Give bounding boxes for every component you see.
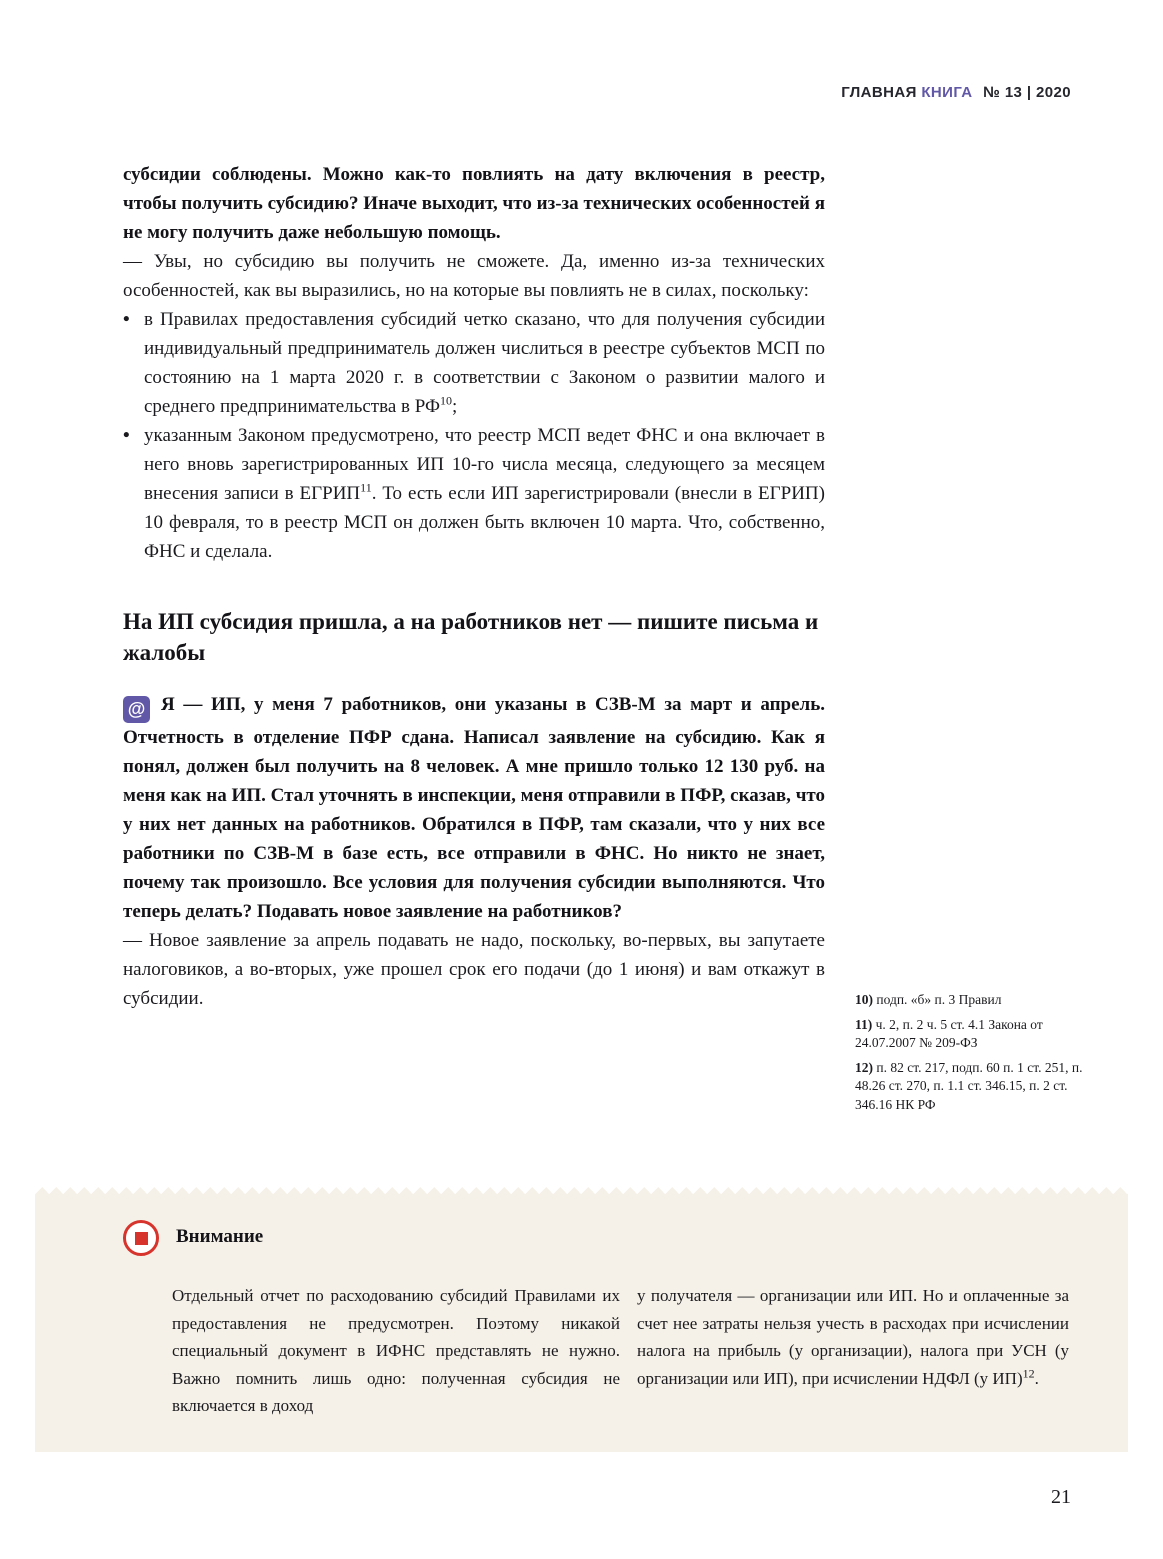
attention-box: [35, 1196, 1128, 1452]
attention-icon: [123, 1220, 159, 1256]
footnote-item: [855, 991, 1083, 1010]
answer-paragraph-1: — Увы, но субсидию вы получить не сможете. Да, именно из-за технических особенностей, как вы выразились, но на которые вы повлиять не в силах, поскольку:: [123, 251, 825, 301]
footnote-ref-12: 12: [1022, 1365, 1035, 1380]
attention-column-2-text: у получателя — организации или ИП. Но и оплаченные за счет нее затраты нельзя учесть в расходах при исчислении налога на прибыль (у организации), налога при УСН (у организации или ИП), при исчислении НДФЛ (у ИП): [637, 1286, 1069, 1388]
sidebar-footnotes: [855, 991, 1083, 1120]
bullet-text: в Правилах предоставления субсидий четко сказано, что для получения субсидии индивидуальный предприниматель должен числиться в реестре субъектов МСП по состоянию на 1 марта 2020 г. в соответствии с Законом о развитии малого и среднего предпринимательства в РФ: [144, 309, 825, 417]
section-heading: На ИП субсидия пришла, а на работников нет — пишите письма и жалобы: [123, 609, 819, 665]
question-paragraph-2: [123, 690, 825, 926]
footnote-item: [855, 1059, 1083, 1115]
bullet-marker: •: [123, 309, 130, 330]
issue-number: № 13 | 2020: [983, 84, 1071, 101]
attention-column-2-after: .: [1034, 1368, 1039, 1388]
bullet-text-after: ;: [451, 396, 458, 417]
magazine-title-main: ГЛАВНАЯ: [841, 84, 917, 101]
footnote-text: подп. «б» п. 3 Правил: [873, 992, 1002, 1007]
bullet-item: [123, 305, 825, 421]
question-paragraph-1: субсидии соблюдены. Можно как-то повлиять на дату включения в реестр, чтобы получить субсидию? Иначе выходит, что из-за технических особенностей я не могу получить даже небольшую помощь.: [123, 164, 825, 243]
bullet-text: указанным Законом предусмотрено, что реестр МСП ведет ФНС и она включает в него вновь зарегистрированных ИП 10-го числа месяца, следующего за месяцем внесения записи в ЕГРИП: [144, 425, 825, 504]
question-text: Я — ИП, у меня 7 работников, они указаны в СЗВ-М за март и апрель. Отчетность в отделение ПФР сдана. Написал заявление на субсидию. Как я понял, должен был получить на 8 человек. А мне пришло только 12 130 руб. на меня как на ИП. Стал уточнять в инспекции, меня отправили в ПФР, сказав, что у них нет данных на работников. Обратился в ПФР, там сказали, что у них все работники по СЗВ-М в базе есть, все отправили в ФНС. Но никто не знает, почему так произошло. Все условия для получения субсидии выполняются. Что теперь делать? Подавать новое заявление на работников?: [123, 694, 825, 922]
article-column: [123, 160, 825, 1013]
page-number: 21: [1051, 1486, 1071, 1508]
answer-paragraph-2: — Новое заявление за апрель подавать не надо, поскольку, во-первых, вы запутаете налоговиков, а во-вторых, уже прошел срок его подачи (до 1 июня) и вам откажут в субсидии.: [123, 930, 825, 1009]
bullet-list: [123, 305, 825, 566]
bullet-item: [123, 421, 825, 566]
attention-column-1: Отдельный отчет по расходованию субсидий Правилами их предоставления не предусмотрен. Поэтому никакой специальный документ в ИФНС представлять не нужно. Важно помнить лишь одно: полученная субсидия не включается в доход: [172, 1286, 620, 1415]
bullet-marker: •: [123, 425, 130, 446]
reader-question-at-icon: @: [123, 696, 150, 723]
bullet-text-after: . То есть если ИП зарегистрировали (внесли в ЕГРИП) 10 февраля, то в реестр МСП он должен быть включен 10 марта. Что, собственно, ФНС и сделала.: [144, 483, 825, 562]
attention-title: Внимание: [176, 1226, 264, 1247]
footnote-text: п. 82 ст. 217, подп. 60 п. 1 ст. 251, п. 48.26 ст. 270, п. 1.1 ст. 346.15, п. 2 ст. 346.16 НК РФ: [855, 1059, 1083, 1112]
magazine-title-accent: КНИГА: [921, 84, 973, 101]
footnote-ref-11: 11: [360, 480, 372, 495]
footnote-number: 11): [855, 1016, 873, 1032]
footnote-text: ч. 2, п. 2 ч. 5 ст. 4.1 Закона от 24.07.2007 № 209-ФЗ: [855, 1016, 1043, 1050]
footnote-number: 12): [855, 1059, 873, 1075]
page-header: [841, 84, 1071, 101]
attention-box-zigzag-edge: [35, 1187, 1128, 1196]
footnote-number: 10): [855, 992, 873, 1007]
footnote-ref-10: 10: [439, 393, 452, 408]
attention-column-2: [637, 1282, 1069, 1392]
footnote-item: [855, 1016, 1083, 1053]
